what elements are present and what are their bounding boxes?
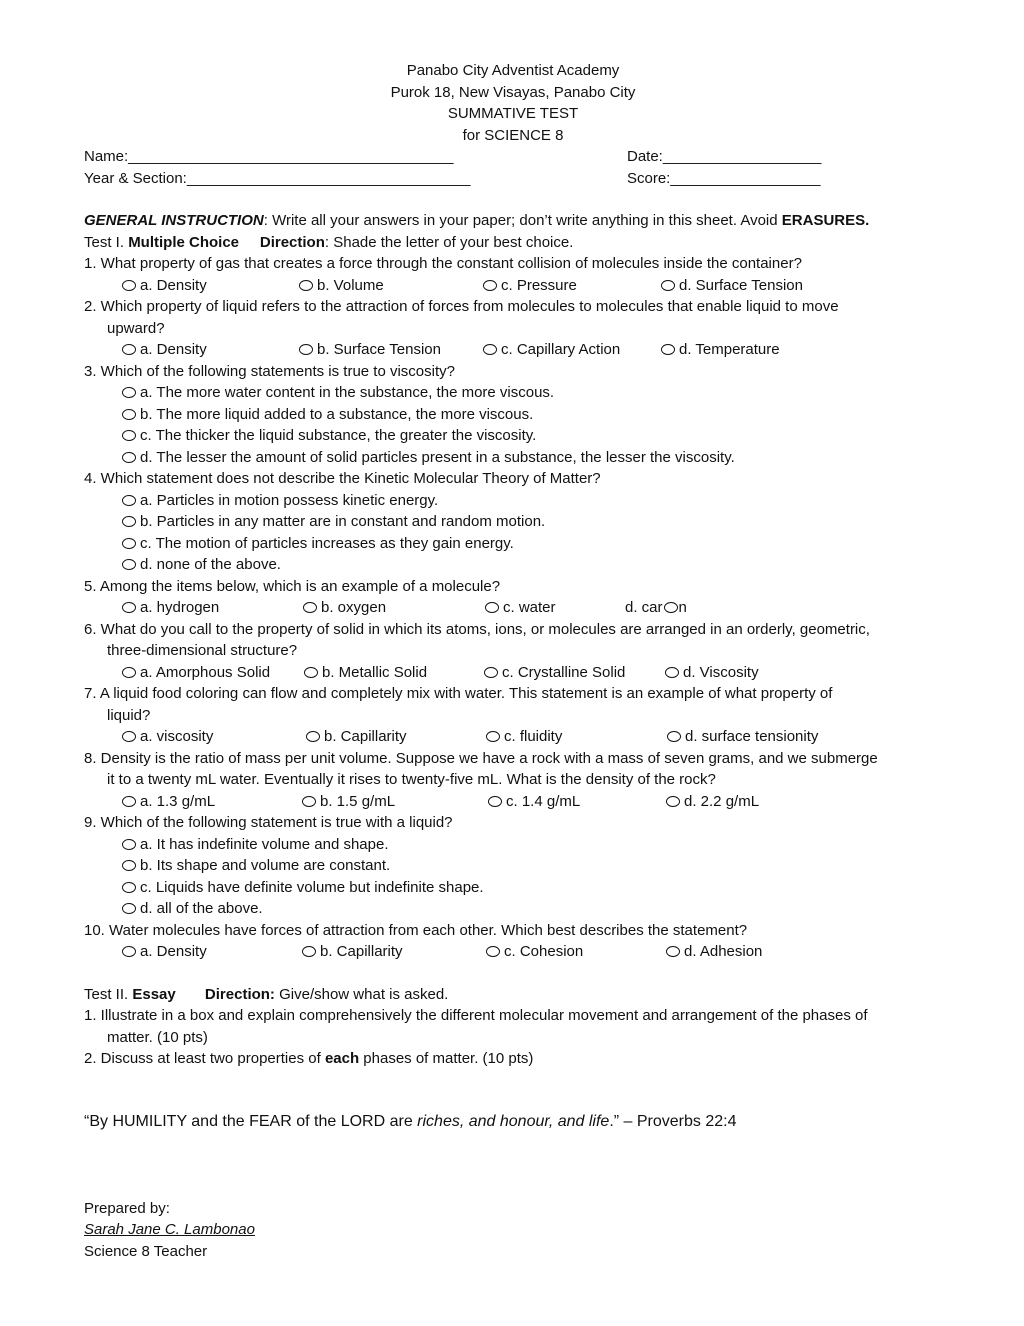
bubble-icon[interactable]: [122, 796, 136, 807]
bubble-icon[interactable]: [122, 495, 136, 506]
header: [84, 60, 942, 146]
choice[interactable]: d. Surface Tension: [661, 275, 803, 297]
choice[interactable]: d. The lesser the amount of solid particles present in a substance, the lesser the viscosity.: [84, 447, 942, 469]
choice[interactable]: d. Temperature: [661, 339, 780, 361]
instruction-label: GENERAL INSTRUCTION: [84, 212, 264, 229]
question-1: 1. What property of gas that creates a force through the constant collision of molecules inside the container?: [84, 255, 802, 272]
question-1-choices: [84, 275, 942, 297]
bubble-icon[interactable]: [122, 387, 136, 398]
test1-heading: Test I. Multiple Choice Direction: Shade the letter of your best choice.: [84, 233, 574, 251]
bubble-icon[interactable]: [122, 946, 136, 957]
choice[interactable]: b. Volume: [299, 275, 483, 297]
bubble-icon[interactable]: [488, 796, 502, 807]
bubble-icon[interactable]: [303, 602, 317, 613]
question-10: 10. Water molecules have forces of attraction from each other. Which best describes the statement?: [84, 921, 748, 939]
choice[interactable]: c. water: [485, 597, 625, 619]
choice[interactable]: c. Cohesion: [486, 941, 666, 963]
bubble-icon[interactable]: [664, 602, 678, 613]
test2-heading: Test II. Essay Direction: Give/show what is asked.: [84, 985, 449, 1003]
bubble-icon[interactable]: [306, 731, 320, 742]
bubble-icon[interactable]: [122, 452, 136, 463]
school-name: Panabo City Adventist Academy: [406, 62, 620, 79]
bubble-icon[interactable]: [486, 946, 500, 957]
bubble-icon[interactable]: [304, 667, 318, 678]
bubble-icon[interactable]: [299, 344, 313, 355]
bubble-icon[interactable]: [667, 731, 681, 742]
bubble-icon[interactable]: [122, 280, 136, 291]
bubble-icon[interactable]: [661, 344, 675, 355]
date-field: Date:___________________: [627, 148, 822, 165]
question-8: 8. Density is the ratio of mass per unit volume. Suppose we have a rock with a mass of seven grams, and we submerge: [84, 749, 878, 767]
score-field: Score:__________________: [627, 169, 821, 187]
year-section-field: Year & Section:__________________________________: [84, 169, 471, 187]
choice[interactable]: d. Viscosity: [665, 662, 759, 684]
choice[interactable]: a. Density: [122, 339, 299, 361]
choice[interactable]: d. Adhesion: [666, 941, 762, 963]
subject: for SCIENCE 8: [462, 126, 564, 144]
question-6: 6. What do you call to the property of solid in which its atoms, ions, or molecules are arranged in an orderly, geometric,: [84, 620, 870, 638]
question-8-cont: it to a twenty mL water. Eventually it rises to twenty-five mL. What is the density of the rock?: [107, 771, 716, 788]
bubble-icon[interactable]: [122, 602, 136, 613]
teacher-name: Sarah Jane C. Lambonao: [84, 1221, 255, 1238]
question-6-cont: three-dimensional structure?: [107, 642, 298, 659]
choice[interactable]: a. Density: [122, 275, 299, 297]
choice[interactable]: d. 2.2 g/mL: [666, 791, 759, 813]
bubble-icon[interactable]: [122, 882, 136, 893]
bubble-icon[interactable]: [483, 344, 497, 355]
bubble-icon[interactable]: [122, 860, 136, 871]
test-page: [84, 60, 942, 1262]
question-2: 2. Which property of liquid refers to the attraction of forces from molecules to molecules that enable liquid to move: [84, 298, 839, 315]
choice[interactable]: b. Metallic Solid: [304, 662, 484, 684]
bubble-icon[interactable]: [484, 667, 498, 678]
question-2-cont: upward?: [107, 319, 165, 337]
choice[interactable]: c. Pressure: [483, 275, 661, 297]
question-10-choices: [84, 941, 942, 963]
question-7-cont: liquid?: [107, 706, 151, 724]
section-score-row: [84, 168, 942, 190]
bubble-icon[interactable]: [122, 538, 136, 549]
essay-1: 1. Illustrate in a box and explain comprehensively the different molecular movement and arrangement of the phases of: [84, 1007, 868, 1024]
question-6-choices: [84, 662, 942, 684]
bubble-icon[interactable]: [302, 946, 316, 957]
choice[interactable]: a. It has indefinite volume and shape.: [84, 834, 942, 856]
bubble-icon[interactable]: [483, 280, 497, 291]
choice[interactable]: d. surface tensionity: [667, 726, 818, 748]
bubble-icon[interactable]: [485, 602, 499, 613]
choice[interactable]: b. Particles in any matter are in constant and random motion.: [84, 511, 942, 533]
question-9: 9. Which of the following statement is true with a liquid?: [84, 814, 453, 831]
bubble-icon[interactable]: [122, 839, 136, 850]
choice[interactable]: d. car n: [625, 599, 687, 616]
choice[interactable]: a. viscosity: [122, 726, 306, 748]
bubble-icon[interactable]: [122, 731, 136, 742]
choice[interactable]: b. The more liquid added to a substance, the more viscous.: [84, 404, 942, 426]
choice[interactable]: b. Capillarity: [306, 726, 486, 748]
bubble-icon[interactable]: [666, 796, 680, 807]
bubble-icon[interactable]: [302, 796, 316, 807]
choice[interactable]: a. Density: [122, 941, 302, 963]
bible-quote: “By HUMILITY and the FEAR of the LORD are riches, and honour, and life.” – Proverbs 22:4: [84, 1112, 737, 1130]
choice[interactable]: c. The thicker the liquid substance, the greater the viscosity.: [84, 425, 942, 447]
choice[interactable]: a. 1.3 g/mL: [122, 791, 302, 813]
question-7: 7. A liquid food coloring can flow and completely mix with water. This statement is an example of what property of: [84, 685, 833, 702]
question-7-choices: [84, 726, 942, 748]
choice[interactable]: c. Capillary Action: [483, 339, 661, 361]
bubble-icon[interactable]: [661, 280, 675, 291]
bubble-icon[interactable]: [122, 903, 136, 914]
choice[interactable]: a. Amorphous Solid: [122, 662, 304, 684]
choice[interactable]: b. Capillarity: [302, 941, 486, 963]
name-date-row: [84, 146, 942, 168]
choice[interactable]: d. all of the above.: [84, 898, 942, 920]
bubble-icon[interactable]: [122, 344, 136, 355]
test-title: SUMMATIVE TEST: [447, 105, 579, 122]
choice[interactable]: c. fluidity: [486, 726, 667, 748]
choice[interactable]: b. Its shape and volume are constant.: [84, 855, 942, 877]
choice[interactable]: a. hydrogen: [122, 597, 303, 619]
question-8-choices: [84, 791, 942, 813]
bubble-icon[interactable]: [122, 559, 136, 570]
bubble-icon[interactable]: [299, 280, 313, 291]
choice[interactable]: b. oxygen: [303, 597, 485, 619]
teacher-title: Science 8 Teacher: [84, 1242, 208, 1260]
question-4: 4. Which statement does not describe the Kinetic Molecular Theory of Matter?: [84, 470, 601, 487]
essay-1-cont: matter. (10 pts): [107, 1028, 208, 1046]
choice[interactable]: c. Crystalline Solid: [484, 662, 665, 684]
choice[interactable]: b. Surface Tension: [299, 339, 483, 361]
bubble-icon[interactable]: [122, 430, 136, 441]
choice[interactable]: c. 1.4 g/mL: [488, 791, 666, 813]
question-2-choices: [84, 339, 942, 361]
bubble-icon[interactable]: [122, 516, 136, 527]
school-address: Purok 18, New Visayas, Panabo City: [390, 83, 636, 101]
bubble-icon[interactable]: [122, 667, 136, 678]
question-3: 3. Which of the following statements is true to viscosity?: [84, 362, 455, 380]
bubble-icon[interactable]: [122, 409, 136, 420]
question-5-choices: [84, 597, 942, 619]
choice[interactable]: c. The motion of particles increases as they gain energy.: [84, 533, 942, 555]
choice[interactable]: d. none of the above.: [84, 554, 942, 576]
choice[interactable]: a. Particles in motion possess kinetic energy.: [84, 490, 942, 512]
name-field: Name:_______________________________________: [84, 148, 454, 165]
choice[interactable]: a. The more water content in the substance, the more viscous.: [84, 382, 942, 404]
general-instruction: GENERAL INSTRUCTION: Write all your answers in your paper; don’t write anything in this sheet. Avoid ERASURES.: [84, 212, 870, 229]
bubble-icon[interactable]: [665, 667, 679, 678]
choice[interactable]: c. Liquids have definite volume but indefinite shape.: [84, 877, 942, 899]
bubble-icon[interactable]: [666, 946, 680, 957]
prepared-by: Prepared by:: [84, 1199, 170, 1217]
essay-2: 2. Discuss at least two properties of each phases of matter. (10 pts): [84, 1050, 534, 1067]
question-5: 5. Among the items below, which is an example of a molecule?: [84, 577, 501, 595]
choice[interactable]: b. 1.5 g/mL: [302, 791, 488, 813]
bubble-icon[interactable]: [486, 731, 500, 742]
